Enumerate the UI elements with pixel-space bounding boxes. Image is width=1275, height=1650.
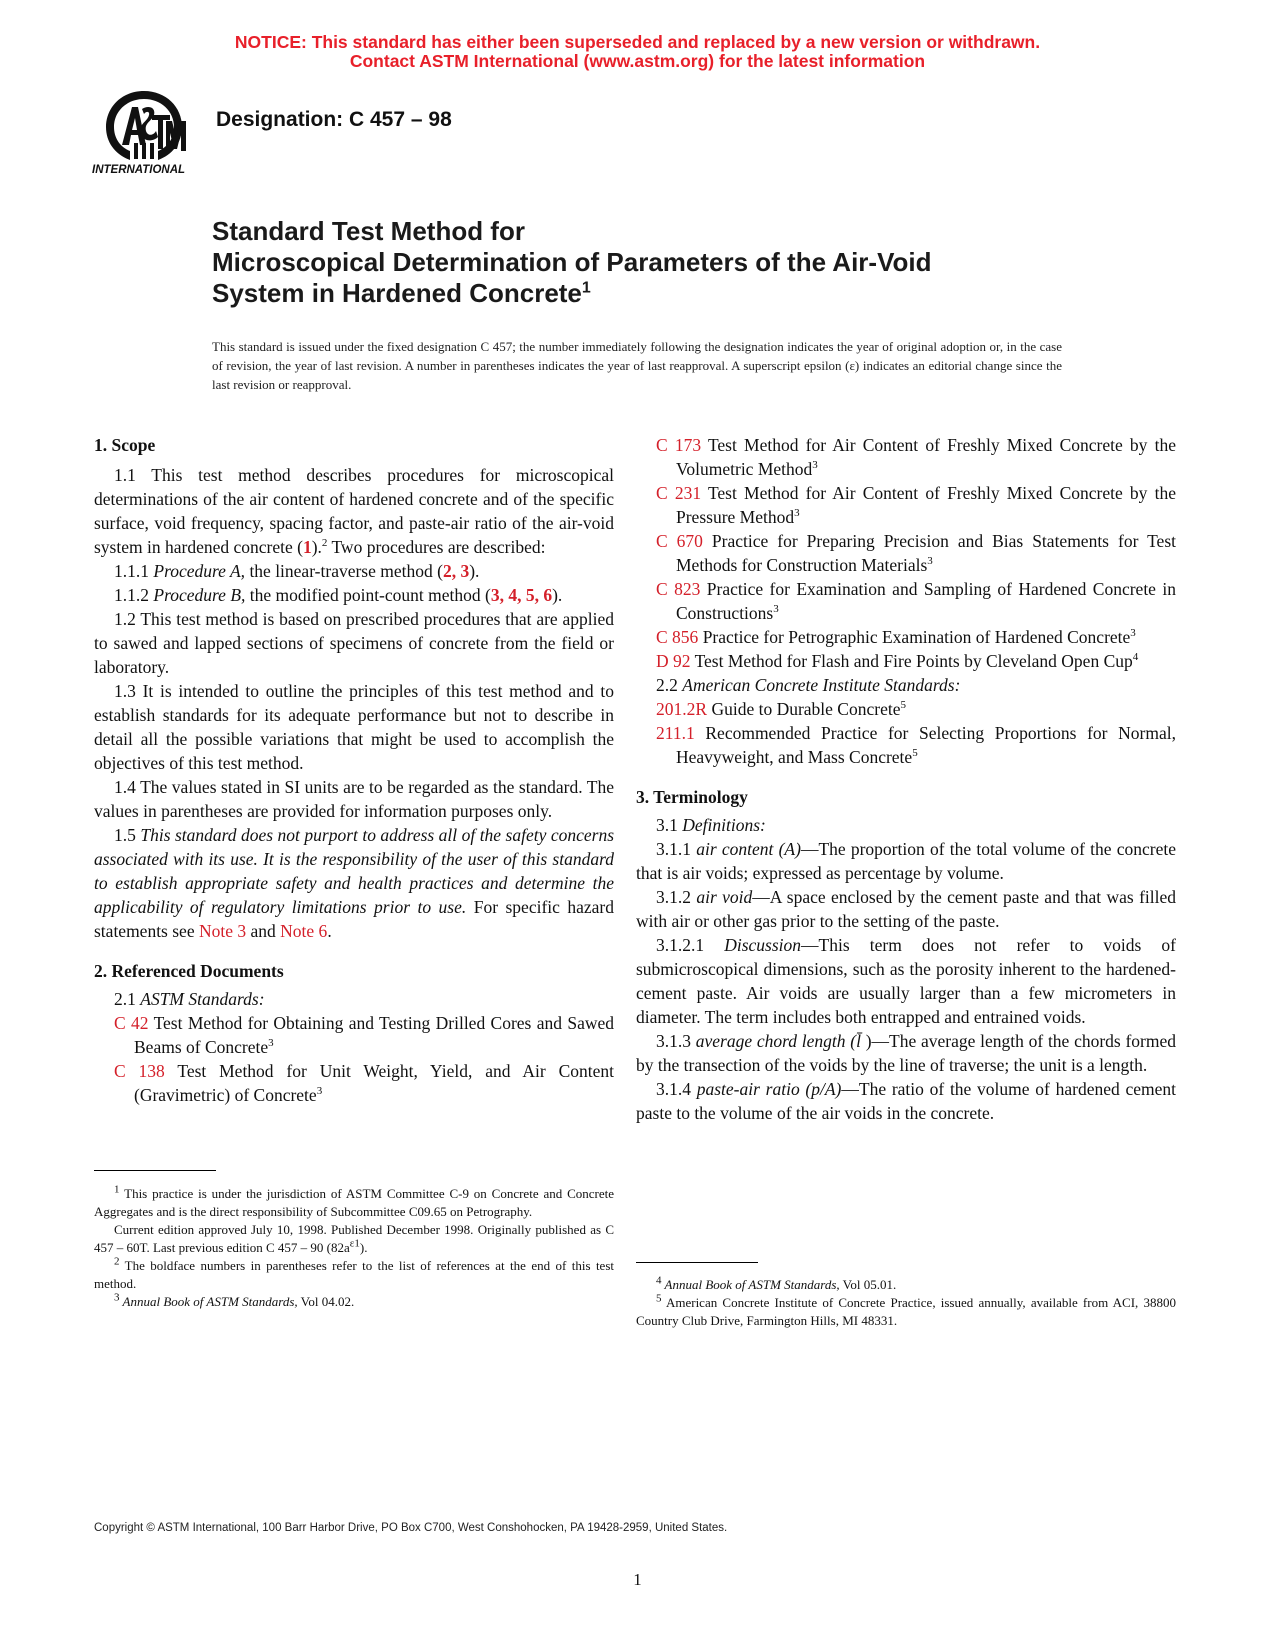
standard-link-aci-211-1[interactable]: 211.1 xyxy=(656,723,695,743)
standard-link-c231[interactable]: C 231 xyxy=(656,483,702,503)
note-3-link[interactable]: Note 3 xyxy=(198,921,247,941)
standard-link-c138[interactable]: C 138 xyxy=(114,1061,165,1081)
left-column xyxy=(94,433,614,1107)
title-line-1: Standard Test Method for xyxy=(212,216,525,246)
ref-link-1[interactable]: 1 xyxy=(302,537,312,557)
para-2-2: 2.2 American Concrete Institute Standards: xyxy=(656,675,961,695)
title-line-2: Microscopical Determination of Parameters of the Air-Void xyxy=(212,247,932,277)
footnote-1: $^1$ This practice is under the jurisdiction of ASTM Committee C-9 on Concrete and Concrete Aggregates and is the direct responsibility of Subcommittee C09.65 on Petrography. xyxy=(94,1183,614,1219)
right-column xyxy=(636,433,1177,1125)
page-number: 1 xyxy=(633,1570,642,1589)
reference-item: D 92 Test Method for Flash and Fire Points by Cleveland Open Cup$^4$ xyxy=(656,651,1139,671)
standard-link-c42[interactable]: C 42 xyxy=(114,1013,149,1033)
title-line-3: System in Hardened Concrete xyxy=(212,278,582,308)
copyright-line: Copyright © ASTM International, 100 Barr Harbor Drive, PO Box C700, West Conshohocken, PA 19428-2959, United States. xyxy=(94,1522,728,1534)
reference-item: C 856 Practice for Petrographic Examination of Hardened Concrete$^3$ xyxy=(656,627,1136,647)
reference-item: C 670 Practice for Preparing Precision and Bias Statements for Test Methods for Construction Materials$^3$ xyxy=(656,531,1176,575)
para-1-2: 1.2 This test method is based on prescribed procedures that are applied to sawed and lapped sections of specimens of concrete from the field or laboratory. xyxy=(94,609,614,677)
footnote-divider-right xyxy=(636,1262,758,1263)
footnote-3: $^3$ Annual Book of ASTM Standards, Vol 04.02. xyxy=(114,1291,355,1309)
para-3-1-1: 3.1.1 air content (A)—The proportion of the total volume of the concrete that is air voids; expressed as percentage by volume. xyxy=(636,839,1177,883)
para-1-1-1: 1.1.1 Procedure A, the linear-traverse method (2, 3). xyxy=(114,561,480,581)
reference-item: C 823 Practice for Examination and Sampling of Hardened Concrete in Constructions$^3$ xyxy=(656,579,1176,623)
reference-item: C 231 Test Method for Air Content of Freshly Mixed Concrete by the Pressure Method$^3$ xyxy=(656,483,1176,527)
notice-line-1: NOTICE: This standard has either been superseded and replaced by a new version or withdrawn. xyxy=(234,32,1041,52)
title-footnote-marker: 1 xyxy=(581,279,591,297)
footnotes-left xyxy=(94,1185,614,1311)
astm-logo xyxy=(92,85,196,177)
reference-item: C 42 Test Method for Obtaining and Testing Drilled Cores and Sawed Beams of Concrete$^3$ xyxy=(114,1013,614,1057)
section-heading-terminology: 3. Terminology xyxy=(636,787,748,807)
document-title xyxy=(212,216,1112,309)
intro-paragraph: This standard is issued under the fixed designation C 457; the number immediately following the designation indicates the year of original adoption or, in the case of revision, the year of last revision. A number in parentheses indicates the year of last reapproval. A superscript epsilon (ε) indicates an editorial change since the last revision or reapproval. xyxy=(212,339,1062,392)
standard-link-d92[interactable]: D 92 xyxy=(656,651,691,671)
withdrawal-notice xyxy=(0,33,1275,71)
note-6-link[interactable]: Note 6 xyxy=(280,921,328,941)
designation: Designation: C 457 – 98 xyxy=(216,108,452,131)
para-1-5: 1.5 This standard does not purport to address all of the safety concerns associated with its use. It is the responsibility of the user of this standard to establish appropriate safety and health practices and determine the applicability of regulatory limitations prior to use. For specific hazard statements see Note 3 and Note 6. xyxy=(94,825,615,941)
notice-line-2: Contact ASTM International (www.astm.org) for the latest information xyxy=(349,51,926,71)
para-3-1: 3.1 Definitions: xyxy=(656,815,766,835)
para-3-1-4: 3.1.4 paste-air ratio (p/A)—The ratio of the volume of hardened cement paste to the volume of the air voids in the concrete. xyxy=(636,1079,1176,1123)
standard-link-c856[interactable]: C 856 xyxy=(656,627,699,647)
section-heading-scope: 1. Scope xyxy=(94,435,156,455)
para-1-1-2: 1.1.2 Procedure B, the modified point-count method (3, 4, 5, 6). xyxy=(114,585,563,605)
footnote-4: $^4$ Annual Book of ASTM Standards, Vol 05.01. xyxy=(656,1274,897,1292)
ref-link-2-3[interactable]: 2, 3 xyxy=(442,561,470,581)
para-2-1: 2.1 ASTM Standards: xyxy=(114,989,265,1009)
reference-item: 201.2R Guide to Durable Concrete$^5$ xyxy=(656,699,906,719)
reference-item: 211.1 Recommended Practice for Selecting Proportions for Normal, Heavyweight, and Mass Concrete$^5$ xyxy=(656,723,1176,767)
footnote-2: $^2$ The boldface numbers in parentheses refer to the list of references at the end of this test method. xyxy=(94,1255,614,1291)
footnote-divider-left xyxy=(94,1170,216,1171)
reference-item: C 138 Test Method for Unit Weight, Yield, and Air Content (Gravimetric) of Concrete$^3$ xyxy=(114,1061,614,1105)
standard-link-c173[interactable]: C 173 xyxy=(656,435,702,455)
footnotes-right xyxy=(636,1276,1176,1330)
section-heading-referenced-documents: 2. Referenced Documents xyxy=(94,961,284,981)
reference-item: C 173 Test Method for Air Content of Freshly Mixed Concrete by the Volumetric Method$^3$ xyxy=(656,435,1176,479)
standard-link-aci-201-2r[interactable]: 201.2R xyxy=(656,699,708,719)
standard-link-c823[interactable]: C 823 xyxy=(656,579,701,599)
logo-text: INTERNATIONAL xyxy=(92,164,186,176)
ref-link-3-4-5-6[interactable]: 3, 4, 5, 6 xyxy=(490,585,553,605)
footnote-5: $^5$ American Concrete Institute of Concrete Practice, issued annually, available from ACI, 38800 Country Club Drive, Farmington Hills, MI 48331. xyxy=(636,1292,1176,1328)
para-1-3: 1.3 It is intended to outline the principles of this test method and to establish standards for its adequate performance but not to describe in detail all the possible variations that might be used to accomplish the objectives of this test method. xyxy=(94,681,614,773)
para-3-1-2: 3.1.2 air void—A space enclosed by the cement paste and that was filled with air or other gas prior to the setting of the paste. xyxy=(636,887,1177,931)
standard-link-c670[interactable]: C 670 xyxy=(656,531,703,551)
para-1-1: 1.1 This test method describes procedures for microscopical determinations of the air content of hardened concrete and of the specific surface, void frequency, spacing factor, and paste-air ratio of the air-void system in hardened concrete (1).$^2$ Two procedures are described: xyxy=(94,465,614,557)
para-3-1-2-1: 3.1.2.1 Discussion—This term does not refer to voids of submicroscopical dimensions, such as the porosity inherent to the hardened-cement paste. Air voids are usually larger than a few micrometers in diameter. The term includes both entrapped and entrained voids. xyxy=(636,935,1176,1027)
footnote-1-edition: Current edition approved July 10, 1998. Published December 1998. Originally published as C 457 – 60T. Last previous edition C 457 – 90 $(82a^{\varepsilon 1})$. xyxy=(94,1222,614,1255)
para-3-1-3: 3.1.3 average chord length (l̄ )—The average length of the chords formed by the transection of the voids by the line of traverse; the unit is a length. xyxy=(636,1031,1176,1075)
para-1-4: 1.4 The values stated in SI units are to be regarded as the standard. The values in parentheses are provided for information purposes only. xyxy=(94,777,614,821)
